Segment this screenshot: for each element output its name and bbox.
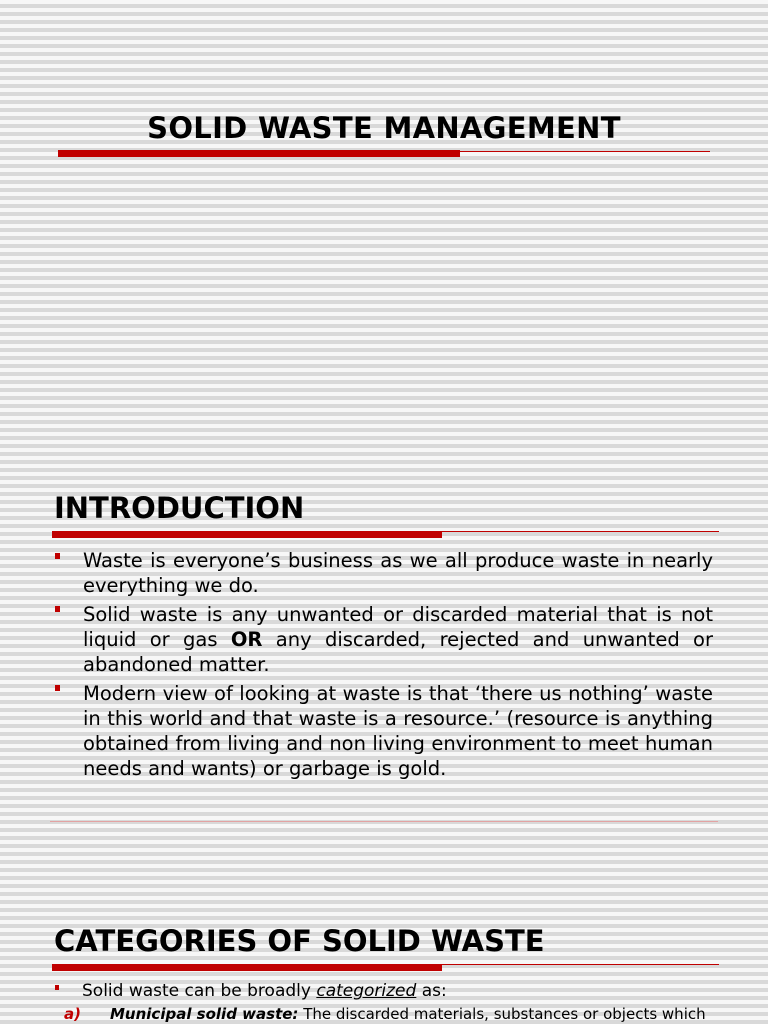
- intro-bullet-2-part-1: Solid waste is any unwanted or discarded material that is not liquid or gas: [83, 603, 713, 651]
- bullet-square-icon: [55, 985, 59, 990]
- intro-bullet-2-bold: OR: [230, 628, 263, 651]
- bullet-square-icon: [55, 685, 60, 691]
- intro-bullet-2-part-2: any discarded, rejected and unwanted or abandoned matter.: [83, 628, 713, 676]
- sub-item-label: a): [64, 1005, 81, 1023]
- categories-heading: CATEGORIES OF SOLID WASTE: [54, 924, 545, 958]
- categories-bullet-part-2: as:: [416, 981, 447, 1001]
- title-rule-thick: [58, 150, 460, 157]
- intro-bullet-1: Waste is everyone’s business as we all produce waste in nearly everything we do.: [83, 549, 713, 597]
- sub-item-description: The discarded materials, substances or objects which: [298, 1005, 706, 1023]
- introduction-rule-thin: [442, 531, 719, 532]
- title-rule-thin: [460, 151, 710, 152]
- slide-title: SOLID WASTE MANAGEMENT: [147, 111, 621, 145]
- slide-separator: [50, 821, 718, 822]
- sub-item-term: Municipal solid waste:: [110, 1005, 299, 1023]
- bullet-square-icon: [55, 553, 60, 559]
- introduction-heading: INTRODUCTION: [54, 491, 305, 525]
- categories-bullet-underlined: categorized: [316, 981, 417, 1001]
- categories-bullet-part-1: Solid waste can be broadly: [82, 981, 317, 1001]
- categories-rule-thick: [52, 964, 442, 971]
- intro-bullet-3: Modern view of looking at waste is that ‘there us nothing’ waste in this world and that waste is a resource.’ (resource is anything obtained from living and non living environment to meet human needs and wants) or garbage is gold.: [83, 682, 713, 780]
- categories-bullet: [82, 980, 447, 1002]
- sub-item-text: [110, 1004, 706, 1024]
- bullet-square-icon: [55, 606, 60, 612]
- introduction-rule-thick: [52, 531, 442, 538]
- intro-bullet-2: [83, 602, 713, 677]
- categories-rule-thin: [442, 964, 719, 965]
